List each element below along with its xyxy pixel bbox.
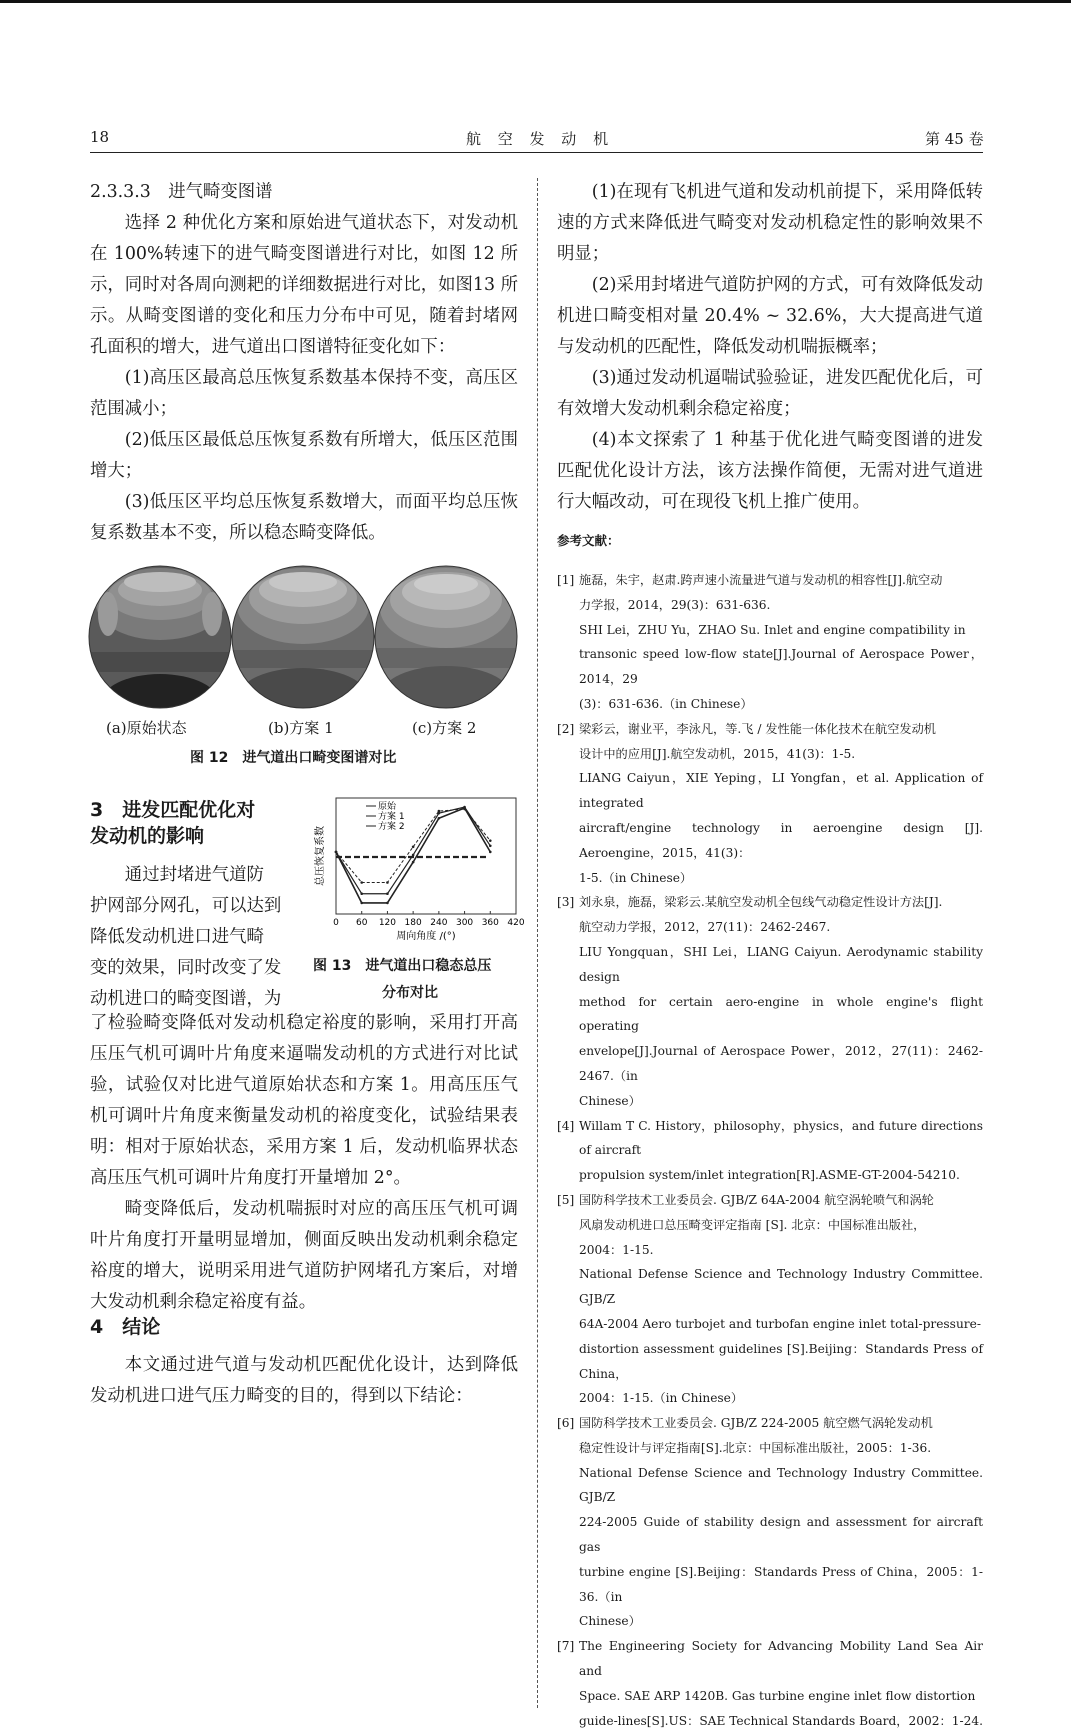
reference-line: 刘永泉，施磊，梁彩云.某航空发动机全包线气动稳定性设计方法[J].: [579, 895, 943, 910]
reference-line: 国防科学技术工业委员会. GJB/Z 64A-2004 航空涡轮喷气和涡轮: [579, 1192, 934, 1207]
left-column-top: [90, 177, 518, 549]
reference-line: Space. SAE ARP 1420B. Gas turbine engine inlet flow distortion: [579, 1688, 976, 1703]
figure-12-contour-maps: [88, 564, 520, 710]
reference-line: envelope[J].Journal of Aerospace Power，2012，27(11)：2462-2467.（in: [579, 1044, 983, 1083]
paragraph: (3)低压区平均总压恢复系数增大，而面平均总压恢复系数基本不变，所以稳态畸变降低。: [90, 492, 518, 543]
data-point: [386, 892, 389, 895]
section-3-heading-line2: 发动机的影响: [90, 825, 205, 847]
figure-13-chart: [308, 793, 525, 945]
legend-label: 方案 1: [378, 812, 405, 822]
reference-line: LIANG Caiyun，XIE Yeping，LI Yongfan，et al. Application of integrated: [579, 771, 983, 811]
reference-line: 力学报，2014，29(3)：631-636.: [579, 597, 771, 612]
data-point: [438, 810, 441, 813]
data-point: [386, 881, 389, 884]
data-point: [360, 902, 363, 905]
reference-line: SHI Lei，ZHU Yu，ZHAO Su. Inlet and engine compatibility in: [579, 622, 966, 637]
section-3-heading-line1: 3 进发匹配优化对: [90, 799, 256, 821]
data-point: [489, 851, 492, 854]
reference-item: [557, 1634, 983, 1733]
data-point: [412, 854, 415, 857]
reference-line: 64A-2004 Aero turbojet and turbofan engine inlet total-pressure-: [579, 1316, 981, 1331]
reference-item: [557, 1411, 983, 1634]
reference-line: guide-lines[S].US：SAE Technical Standards Board，2002：1-24.: [579, 1713, 983, 1728]
reference-line: distortion assessment guidelines [S].Beijing：Standards Press of China，: [579, 1341, 983, 1381]
legend-label: 方案 2: [378, 822, 405, 832]
reference-line: Chinese）: [579, 1614, 641, 1629]
x-tick-label: 0: [333, 918, 339, 928]
text-line: 降低发动机进口进气畸: [90, 927, 264, 947]
reference-line: (3)：631-636.（in Chinese）: [579, 696, 753, 711]
contour-map-scheme-2: [374, 564, 520, 722]
text-line: 动机进口的畸变图谱，为: [90, 989, 282, 1009]
reference-line: 2004：1-15.: [579, 1242, 654, 1257]
reference-line: Willam T C. History，philosophy，physics，and future directions of aircraft: [579, 1118, 983, 1158]
reference-item: [557, 568, 983, 717]
figure-12-subcaption-a: (a)原始状态: [106, 719, 187, 737]
reference-line: 1-5.（in Chinese）: [579, 870, 693, 885]
data-point: [438, 817, 441, 820]
reference-line: turbine engine [S].Beijing：Standards Press of China，2005：1-36.（in: [579, 1564, 983, 1604]
reference-line: 国防科学技术工业委员会. GJB/Z 224-2005 航空燃气涡轮发动机: [579, 1416, 933, 1431]
paragraph: 畸变降低后，发动机喘振时对应的高压压气机可调叶片角度打开量明显增加，侧面反映出发动机剩余稳定裕度的增大，说明采用进气道防护网堵孔方案后，对增大发动机剩余稳定裕度有益。: [90, 1199, 518, 1312]
reference-text: [579, 890, 983, 1113]
right-column-conclusions: [557, 177, 983, 518]
reference-item: [557, 1188, 983, 1411]
data-point: [489, 844, 492, 847]
x-tick-label: 420: [507, 918, 525, 928]
reference-line: 稳定性设计与评定指南[S].北京：中国标准出版社，2005：1-36.: [579, 1440, 932, 1455]
text-line: 通过封堵进气道防: [124, 865, 264, 885]
reference-item: [557, 890, 983, 1113]
volume-label: 第 45 卷: [925, 130, 984, 148]
data-point: [335, 851, 338, 854]
paragraph: 了检验畸变降低对发动机稳定裕度的影响，采用打开高压压气机可调叶片角度来逼喘发动机的方式进行对比试验，试验仅对比进气道原始状态和方案 1。用高压压气机可调叶片角度来衡量发动机的裕度变化，试验结果表明：相对于原始状态，采用方案 1 后，发动机临界状态高压压气机可调叶片角度打开量增加 2°。: [90, 1013, 518, 1188]
data-point: [489, 839, 492, 842]
reference-line: 2004：1-15.（in Chinese）: [579, 1391, 744, 1406]
reference-line: National Defense Science and Technology Industry Committee. GJB/Z: [579, 1465, 983, 1505]
x-tick-label: 120: [378, 918, 397, 928]
reference-line: LIU Yongquan，SHI Lei，LIANG Caiyun. Aerodynamic stability design: [579, 944, 983, 984]
conclusion-item: (4)本文探索了 1 种基于优化进气畸变图谱的进发匹配优化设计方法，该方法操作简便，无需对进气道进行大幅改动，可在现役飞机上推广使用。: [557, 430, 983, 512]
reference-number: [7]: [557, 1639, 575, 1654]
reference-line: method for certain aero-engine in whole engine's flight operating: [579, 994, 983, 1034]
figure-13-caption-line1: 图 13 进气道出口稳态总压: [313, 958, 492, 974]
x-tick-label: 300: [455, 918, 474, 928]
reference-text: [579, 717, 983, 891]
reference-item: [557, 717, 983, 891]
x-axis-label: 周向角度 /(°): [396, 931, 456, 942]
section-4-heading: 4 结论: [90, 1316, 161, 1338]
text-line: 变的效果，同时改变了发: [90, 958, 282, 978]
reference-line: 风扇发动机进口总压畸变评定指南 [S]. 北京：中国标准出版社，: [579, 1217, 926, 1232]
reference-line: transonic speed low-flow state[J].Journal of Aerospace Power，2014，29: [579, 647, 983, 687]
reference-item: [557, 1114, 983, 1188]
header-rule: [90, 152, 983, 153]
x-tick-label: 60: [355, 918, 368, 928]
reference-text: [579, 1634, 983, 1733]
references-title: 参考文献：: [557, 533, 620, 548]
reference-number: [4]: [557, 1118, 575, 1133]
reference-line: 航空动力学报，2012，27(11)：2462-2467.: [579, 920, 831, 935]
data-point: [360, 881, 363, 884]
reference-text: [579, 1114, 983, 1188]
figure-13-caption-line2: 分布对比: [382, 985, 438, 1001]
data-point: [386, 902, 389, 905]
paragraph: 选择 2 种优化方案和原始进气道状态下，对发动机在 100%转速下的进气畸变图谱进行对比，如图 12 所示，同时对各周向测耙的详细数据进行对比，如图13 所示。从畸变图谱的变化和压力分布中可见，随着封堵网孔面积的增大，进气道出口图谱特征变化如下：: [90, 213, 518, 357]
conclusion-item: (2)采用封堵进气道防护网的方式，可有效降低发动机进口畸变相对量 20.4% ~ 32.6%，大大提高进气道与发动机的匹配性，降低发动机喘振概率；: [557, 275, 983, 357]
figure-12-subcaption-b: (b)方案 1: [268, 719, 334, 737]
page-number: 18: [90, 128, 110, 146]
section-4-body: [90, 1350, 518, 1412]
reference-number: [3]: [557, 895, 575, 910]
data-point: [412, 861, 415, 864]
journal-title: 航 空 发 动 机: [466, 130, 615, 148]
column-divider: [537, 178, 538, 1708]
section-heading: 2.3.3.3 进气畸变图谱: [90, 182, 273, 202]
reference-line: 224-2005 Guide of stability design and assessment for aircraft gas: [579, 1515, 983, 1555]
data-point: [360, 892, 363, 895]
reference-text: [579, 1188, 983, 1411]
reference-number: [5]: [557, 1192, 575, 1207]
reference-text: [579, 1411, 983, 1634]
y-axis-label: 总压恢复系数: [315, 826, 326, 886]
x-tick-label: 240: [430, 918, 448, 928]
section-3-continuation: [90, 1008, 518, 1318]
reference-number: [1]: [557, 573, 575, 587]
data-point: [463, 808, 466, 811]
contour-map-scheme-1: [231, 564, 377, 724]
reference-line: 设计中的应用[J].航空发动机，2015，41(3)：1-5.: [579, 746, 856, 761]
conclusion-item: (1)在现有飞机进气道和发动机前提下，采用降低转速的方式来降低进气畸变对发动机稳定性的影响效果不明显；: [557, 182, 983, 264]
reference-text: [579, 568, 983, 717]
reference-list: [557, 568, 983, 1733]
reference-line: propulsion system/inlet integration[R].ASME-GT-2004-54210.: [579, 1168, 960, 1183]
legend-label: 原始: [378, 802, 397, 812]
reference-line: The Engineering Society for Advancing Mobility Land Sea Air and: [579, 1639, 983, 1679]
reference-line: 梁彩云，谢业平，李泳凡，等.飞 / 发性能一体化技术在航空发动机: [579, 721, 936, 736]
x-tick-label: 180: [404, 918, 422, 928]
series-line-2: [336, 807, 490, 894]
conclusion-item: (3)通过发动机逼喘试验验证，进发匹配优化后，可有效增大发动机剩余稳定裕度；: [557, 368, 983, 419]
reference-line: Chinese）: [579, 1093, 641, 1108]
reference-line: 施磊，朱宇，赵肃.跨声速小流量进气道与发动机的相容性[J].航空动: [579, 573, 943, 587]
reference-number: [6]: [557, 1416, 575, 1431]
figure-12-subcaption-c: (c)方案 2: [412, 719, 477, 737]
x-tick-label: 360: [481, 918, 499, 928]
paragraph: (1)高压区最高总压恢复系数基本保持不变，高压区范围减小；: [90, 368, 518, 419]
text-line: 护网部分网孔，可以达到: [90, 896, 282, 916]
reference-line: aircraft/engine technology in aeroengine design [J]. Aeroengine，2015，41(3)：: [579, 820, 983, 860]
data-point: [412, 846, 415, 849]
paragraph: (2)低压区最低总压恢复系数有所增大，低压区范围增大；: [90, 430, 518, 481]
top-border: [0, 0, 1071, 3]
paragraph: 本文通过进气道与发动机匹配优化设计，达到降低发动机进口进气压力畸变的目的，得到以下结论：: [90, 1355, 518, 1406]
figure-12-caption: 图 12 进气道出口畸变图谱对比: [190, 750, 397, 766]
section-3-wrap-text: [90, 860, 292, 1015]
reference-line: National Defense Science and Technology Industry Committee. GJB/Z: [579, 1267, 983, 1307]
reference-number: [2]: [557, 721, 575, 736]
